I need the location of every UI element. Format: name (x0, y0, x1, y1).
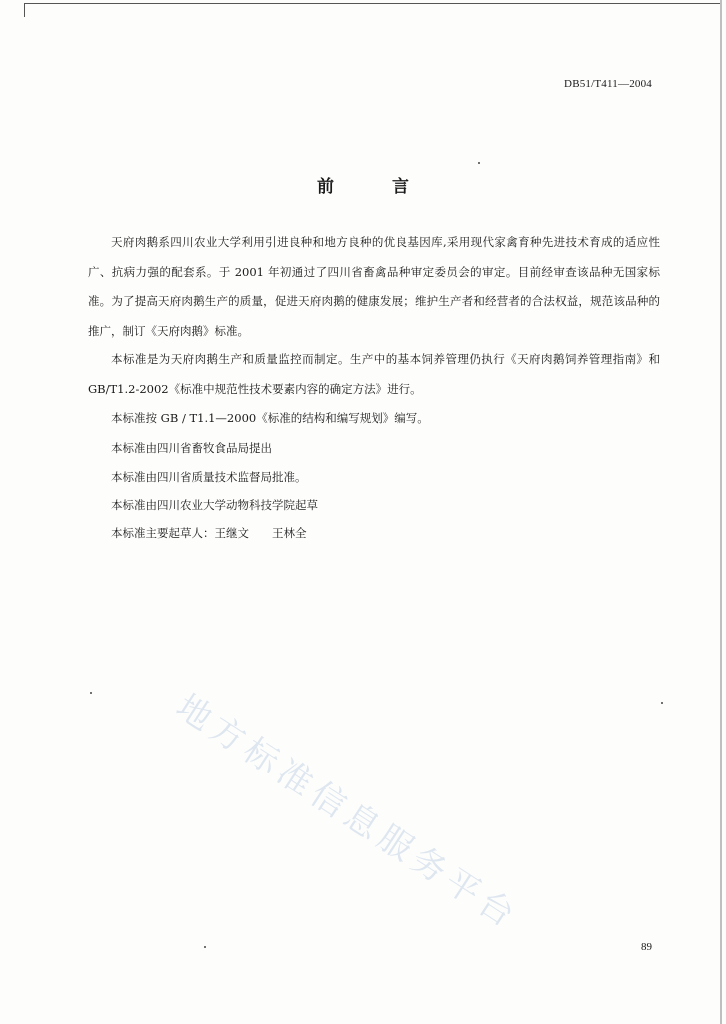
page-title: 前 言 (317, 177, 435, 197)
line-structure-standard: 本标准按 GB / T1.1—2000《标准的结构和编写规划》编写。 (111, 411, 429, 425)
line-proposed-by: 本标准由四川省畜牧食品局提出 (111, 441, 272, 455)
paragraph-intro (88, 228, 660, 346)
page-edge-shadow (720, 0, 722, 1024)
page-number: 89 (641, 941, 652, 953)
watermark-text: 地方标准信息服务平台 (168, 686, 527, 939)
line-drafted-by: 本标准由四川农业大学动物科技学院起草 (111, 498, 318, 512)
left-corner-mark (24, 3, 25, 17)
scan-speck (90, 692, 92, 694)
paragraph-purpose-text: 本标准是为天府肉鹅生产和质量监控而制定。生产中的基本饲养管理仍执行《天府肉鹅饲养管理指南》和 GB/T1.2-2002《标准中规范性技术要素内容的确定方法》进行。 (88, 352, 660, 396)
line-main-drafters: 本标准主要起草人：王继文 王林全 (111, 526, 307, 540)
paragraph-intro-text: 天府肉鹅系四川农业大学利用引进良种和地方良种的优良基因库,采用现代家禽育种先进技术育成的适应性广、抗病力强的配套系。于 2001 年初通过了四川省畜禽品种审定委员会的审定。目前经审查该品种无国家标准。为了提高天府肉鹅生产的质量，促进天府肉鹅的健康发展；维护生产者和经营者的合法权益，规范该品种的推广，制订《天府肉鹅》标准。 (88, 235, 660, 338)
paragraph-purpose (88, 345, 660, 404)
scan-speck (204, 946, 206, 948)
document-code: DB51/T411—2004 (564, 78, 652, 90)
scan-speck (478, 162, 480, 164)
line-approved-by: 本标准由四川省质量技术监督局批准。 (111, 470, 307, 484)
scan-speck (661, 702, 663, 704)
top-border-line (24, 3, 720, 4)
